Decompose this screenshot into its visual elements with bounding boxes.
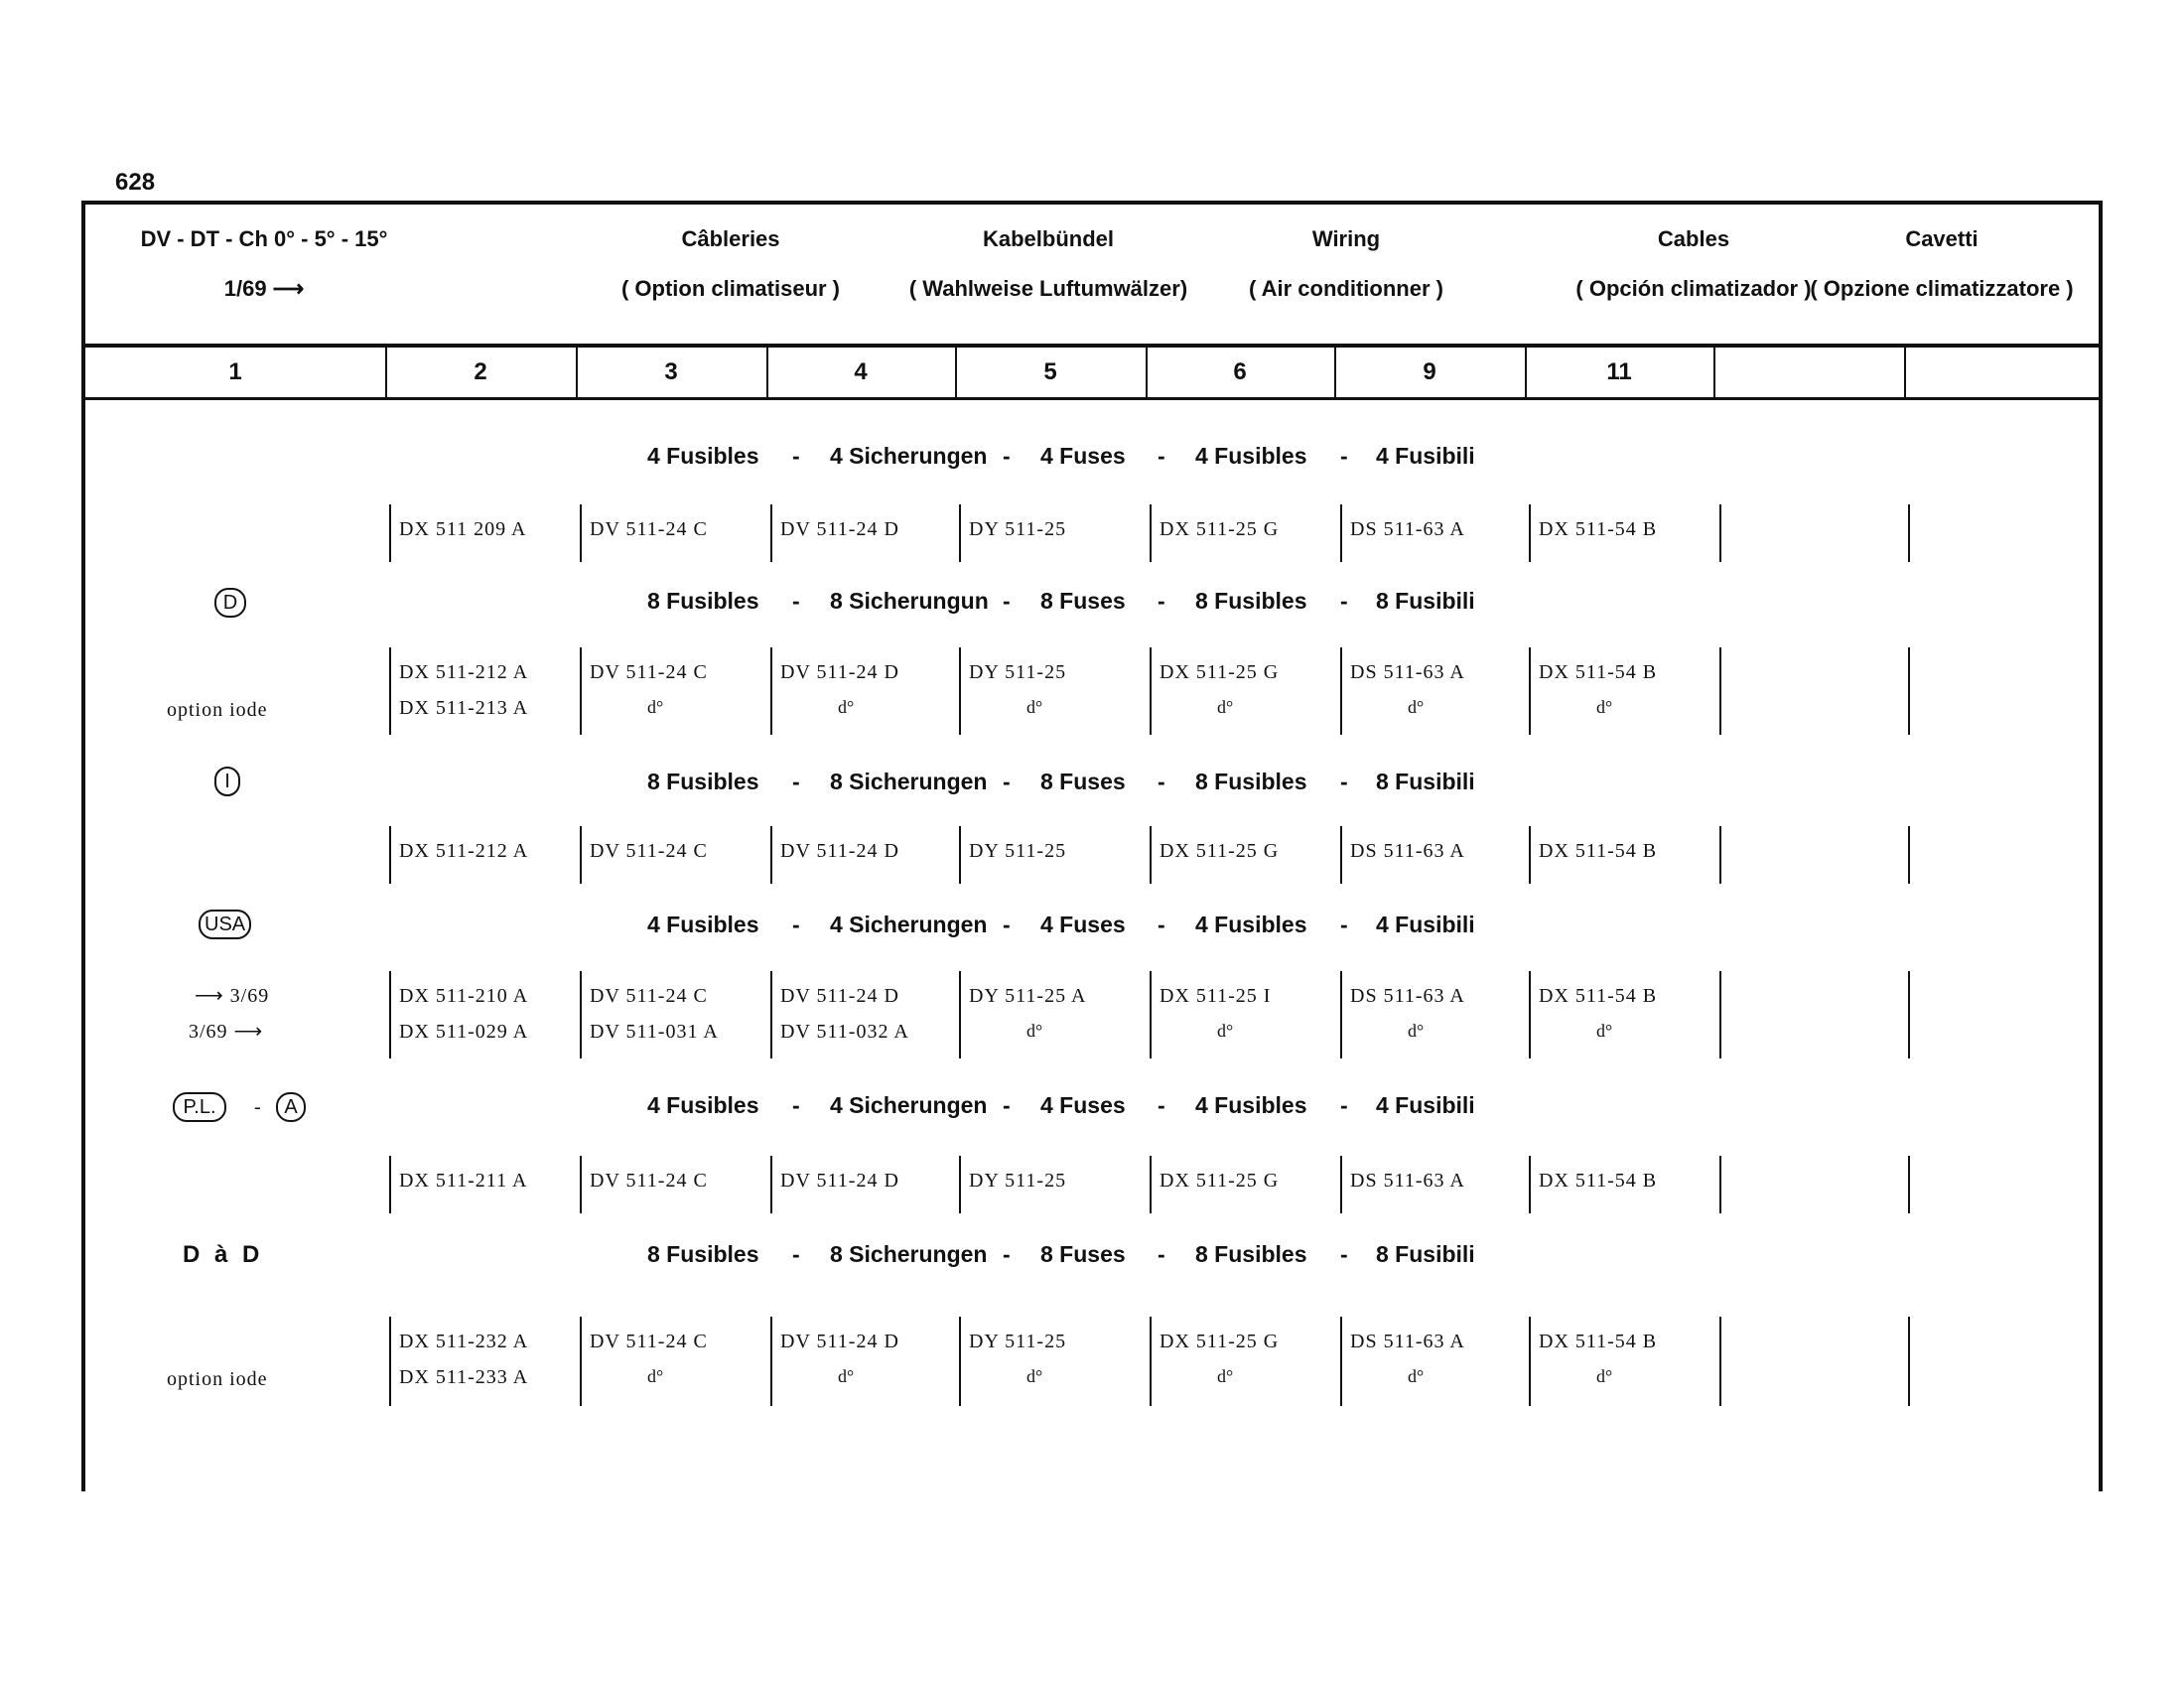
fuse-label: 8 Fuses xyxy=(1040,588,1126,614)
fuse-separator: - xyxy=(1340,912,1348,937)
part-code: DX 511-212 A xyxy=(399,840,529,862)
fuse-separator: - xyxy=(792,769,800,794)
part-code: DY 511-25 xyxy=(969,1331,1067,1352)
ditto-mark: d° xyxy=(1026,697,1043,717)
fuse-separator: - xyxy=(1158,1241,1165,1267)
cell-divider xyxy=(1908,826,1910,884)
header-col-en xyxy=(1167,205,1525,344)
part-code: DX 511-25 G xyxy=(1160,840,1280,862)
cell-divider xyxy=(389,504,391,562)
cell-divider xyxy=(1150,1156,1152,1213)
fuse-label: 8 Sicherungen xyxy=(830,769,988,794)
fuse-label: 4 Fusibili xyxy=(1376,912,1475,937)
part-code: DX 511-210 A xyxy=(399,985,529,1007)
cell-divider xyxy=(959,826,961,884)
part-code: DV 511-24 D xyxy=(780,985,899,1007)
cell-divider xyxy=(1529,504,1531,562)
fuse-label: 4 Fusibles xyxy=(1195,912,1307,937)
fuse-label: 4 Fuses xyxy=(1040,912,1126,937)
model-line1: DV - DT - Ch 0° - 5° - 15° xyxy=(140,226,388,251)
part-code: DV 511-24 C xyxy=(590,840,708,862)
ditto-mark: d° xyxy=(1596,1366,1613,1386)
cell-divider xyxy=(389,971,391,1058)
fuse-separator: - xyxy=(1003,1241,1011,1267)
cell-divider xyxy=(389,1317,391,1406)
fuse-label: 4 Fusibles xyxy=(1195,443,1307,469)
fuse-separator: - xyxy=(1340,443,1348,469)
part-code: DX 511-54 B xyxy=(1539,1331,1658,1352)
part-code: DS 511-63 A xyxy=(1350,518,1465,540)
part-code: DX 511-029 A xyxy=(399,1021,529,1043)
part-code: DV 511-24 C xyxy=(590,661,708,683)
fuse-separator: - xyxy=(1158,443,1165,469)
part-code: DV 511-24 C xyxy=(590,518,708,540)
colnum-3: 3 xyxy=(664,358,678,385)
table-header xyxy=(85,205,2099,348)
divider xyxy=(1713,348,1715,397)
fuse-separator: - xyxy=(1003,443,1011,469)
cell-divider xyxy=(1908,504,1910,562)
part-code: DV 511-24 D xyxy=(780,840,899,862)
fuse-separator: - xyxy=(792,1092,800,1118)
fuse-label: 8 Fusibles xyxy=(1195,588,1307,614)
fuse-separator: - xyxy=(1340,588,1348,614)
ditto-mark: d° xyxy=(1408,1366,1425,1386)
part-code: DV 511-24 D xyxy=(780,518,899,540)
cell-divider xyxy=(1150,1317,1152,1406)
divider xyxy=(1904,348,1906,397)
fuse-label: 4 Fusibili xyxy=(1376,443,1475,469)
ditto-mark: d° xyxy=(1596,1021,1613,1041)
region-symbol: A xyxy=(276,1092,306,1122)
region-symbol: USA xyxy=(199,910,251,939)
cell-divider xyxy=(1908,971,1910,1058)
model-cell xyxy=(115,205,413,344)
cell-divider xyxy=(1150,504,1152,562)
from-date-label: 3/69 ⟶ xyxy=(189,1021,264,1043)
cell-divider xyxy=(580,647,582,735)
cell-divider xyxy=(1529,1156,1531,1213)
part-code: DX 511-25 G xyxy=(1160,1331,1280,1352)
fuse-label: 8 Fusibles xyxy=(1195,769,1307,794)
part-code: DY 511-25 xyxy=(969,840,1067,862)
cell-divider xyxy=(1529,647,1531,735)
colnum-9: 9 xyxy=(1423,358,1436,385)
ditto-mark: d° xyxy=(647,1366,664,1386)
cell-divider xyxy=(959,971,961,1058)
part-code: DX 511-232 A xyxy=(399,1331,529,1352)
ditto-mark: d° xyxy=(838,1366,855,1386)
part-code: DX 511 209 A xyxy=(399,518,527,540)
fuse-label: 8 Fusibles xyxy=(647,769,759,794)
fuse-label: 8 Fuses xyxy=(1040,1241,1126,1267)
header-subtitle-de: ( Wahlweise Luftumwälzer) xyxy=(908,276,1188,301)
part-code: DX 511-25 G xyxy=(1160,1170,1280,1192)
option-iode-label: option iode xyxy=(167,699,268,721)
part-code: DX 511-25 I xyxy=(1160,985,1272,1007)
cell-divider xyxy=(1719,1317,1721,1406)
fuse-separator: - xyxy=(1158,912,1165,937)
part-code: DV 511-24 D xyxy=(780,1170,899,1192)
fuse-label: 4 Fusibles xyxy=(647,912,759,937)
cell-divider xyxy=(1908,1156,1910,1213)
header-subtitle-it: ( Opzione climatizzatore ) xyxy=(1810,276,2074,301)
cell-divider xyxy=(580,826,582,884)
cell-divider xyxy=(1150,647,1152,735)
page-number: 628 xyxy=(115,169,156,196)
part-code: DX 511-54 B xyxy=(1539,1170,1658,1192)
part-code: DS 511-63 A xyxy=(1350,840,1465,862)
cell-divider xyxy=(389,647,391,735)
part-code: DX 511-25 G xyxy=(1160,518,1280,540)
header-title-en: Wiring xyxy=(1311,226,1381,251)
ditto-mark: d° xyxy=(1026,1366,1043,1386)
colnum-6: 6 xyxy=(1233,358,1247,385)
header-title-es: Cables xyxy=(1657,226,1730,251)
cell-divider xyxy=(580,1317,582,1406)
part-code: DS 511-63 A xyxy=(1350,1170,1465,1192)
part-code: DX 511-54 B xyxy=(1539,840,1658,862)
fuse-separator: - xyxy=(792,443,800,469)
cell-divider xyxy=(580,1156,582,1213)
part-code: DX 511-25 G xyxy=(1160,661,1280,683)
fuse-separator: - xyxy=(1003,769,1011,794)
fuse-label: 4 Fusibles xyxy=(647,443,759,469)
ditto-mark: d° xyxy=(1026,1021,1043,1041)
fuse-label: 8 Fusibili xyxy=(1376,588,1475,614)
cell-divider xyxy=(1150,971,1152,1058)
fuse-label: 8 Fusibles xyxy=(647,588,759,614)
region-symbol: D xyxy=(214,588,246,618)
ditto-mark: d° xyxy=(1217,697,1234,717)
cell-divider xyxy=(580,971,582,1058)
region-symbol: P.L. xyxy=(173,1092,226,1122)
header-title-de: Kabelbündel xyxy=(982,226,1114,251)
fuse-label: 8 Fuses xyxy=(1040,769,1126,794)
colnum-2: 2 xyxy=(474,358,487,385)
part-code: DV 511-24 C xyxy=(590,1331,708,1352)
colnum-1: 1 xyxy=(228,358,242,385)
part-code: DX 511-54 B xyxy=(1539,661,1658,683)
header-col-it xyxy=(1783,205,2101,344)
cell-divider xyxy=(1340,971,1342,1058)
part-code: DV 511-032 A xyxy=(780,1021,909,1043)
fuse-separator: - xyxy=(1340,1241,1348,1267)
fuse-label: 8 Fusibili xyxy=(1376,1241,1475,1267)
fuse-separator: - xyxy=(1003,1092,1011,1118)
cell-divider xyxy=(1719,826,1721,884)
ditto-mark: d° xyxy=(1408,697,1425,717)
option-iode-label: option iode xyxy=(167,1368,268,1390)
part-code: DX 511-54 B xyxy=(1539,518,1658,540)
part-code: DX 511-54 B xyxy=(1539,985,1658,1007)
part-code: DS 511-63 A xyxy=(1350,985,1465,1007)
fuse-separator: - xyxy=(1158,769,1165,794)
fuse-label: 4 Fusibili xyxy=(1376,1092,1475,1118)
d-a-d-label: D à D xyxy=(183,1241,264,1268)
cell-divider xyxy=(1908,647,1910,735)
cell-divider xyxy=(959,647,961,735)
cell-divider xyxy=(1719,1156,1721,1213)
region-symbol: I xyxy=(214,767,240,796)
fuse-label: 8 Fusibili xyxy=(1376,769,1475,794)
model-line2: 1/69 ⟶ xyxy=(223,276,305,301)
cell-divider xyxy=(1340,1156,1342,1213)
part-code: DS 511-63 A xyxy=(1350,661,1465,683)
cell-divider xyxy=(770,1317,772,1406)
ditto-mark: d° xyxy=(647,697,664,717)
header-title-fr: Câbleries xyxy=(681,226,780,251)
cell-divider xyxy=(770,826,772,884)
fuse-separator: - xyxy=(792,912,800,937)
cell-divider xyxy=(959,1156,961,1213)
part-code: DX 511-211 A xyxy=(399,1170,528,1192)
cell-divider xyxy=(1340,647,1342,735)
part-code: DY 511-25 xyxy=(969,1170,1067,1192)
cell-divider xyxy=(389,826,391,884)
fuse-label: 4 Fusibles xyxy=(647,1092,759,1118)
part-code: DX 511-213 A xyxy=(399,697,529,719)
colnum-4: 4 xyxy=(854,358,868,385)
ditto-mark: d° xyxy=(1408,1021,1425,1041)
cell-divider xyxy=(1340,826,1342,884)
cell-divider xyxy=(1719,647,1721,735)
part-code: DV 511-24 D xyxy=(780,661,899,683)
fuse-label: 4 Sicherungen xyxy=(830,912,988,937)
cell-divider xyxy=(1150,826,1152,884)
cell-divider xyxy=(1529,971,1531,1058)
part-code: DV 511-24 C xyxy=(590,1170,708,1192)
cell-divider xyxy=(389,1156,391,1213)
cell-divider xyxy=(1529,1317,1531,1406)
fuse-separator: - xyxy=(792,1241,800,1267)
part-code: DY 511-25 A xyxy=(969,985,1087,1007)
cell-divider xyxy=(1529,826,1531,884)
fuse-label: 4 Fuses xyxy=(1040,1092,1126,1118)
fuse-label: 4 Sicherungen xyxy=(830,443,988,469)
part-code: DY 511-25 xyxy=(969,661,1067,683)
cell-divider xyxy=(1719,971,1721,1058)
fuse-separator: - xyxy=(1158,588,1165,614)
fuse-label: 4 Fusibles xyxy=(1195,1092,1307,1118)
fuse-separator: - xyxy=(1003,588,1011,614)
fuse-label: 8 Fusibles xyxy=(647,1241,759,1267)
cell-divider xyxy=(580,504,582,562)
fuse-label: 8 Fusibles xyxy=(1195,1241,1307,1267)
colnum-11: 11 xyxy=(1606,358,1632,385)
header-subtitle-es: ( Opción climatizador ) xyxy=(1575,276,1812,301)
part-code: DV 511-24 D xyxy=(780,1331,899,1352)
part-code: DS 511-63 A xyxy=(1350,1331,1465,1352)
cell-divider xyxy=(770,504,772,562)
ditto-mark: d° xyxy=(1217,1021,1234,1041)
cell-divider xyxy=(770,1156,772,1213)
ditto-mark: d° xyxy=(1217,1366,1234,1386)
fuse-separator: - xyxy=(1003,912,1011,937)
dash-label: - xyxy=(254,1096,262,1118)
parts-table xyxy=(81,201,2103,1491)
part-code: DV 511-031 A xyxy=(590,1021,719,1043)
part-code: DY 511-25 xyxy=(969,518,1067,540)
cell-divider xyxy=(1908,1317,1910,1406)
until-date-label: ⟶ 3/69 xyxy=(195,985,270,1007)
fuse-separator: - xyxy=(1340,769,1348,794)
fuse-separator: - xyxy=(792,588,800,614)
fuse-separator: - xyxy=(1158,1092,1165,1118)
cell-divider xyxy=(770,647,772,735)
fuse-label: 8 Sicherungen xyxy=(830,1241,988,1267)
column-number-row xyxy=(85,348,2099,400)
fuse-separator: - xyxy=(1340,1092,1348,1118)
cell-divider xyxy=(770,971,772,1058)
colnum-5: 5 xyxy=(1043,358,1057,385)
cell-divider xyxy=(1719,504,1721,562)
header-subtitle-fr: ( Option climatiseur ) xyxy=(620,276,841,301)
cell-divider xyxy=(1340,504,1342,562)
ditto-mark: d° xyxy=(1596,697,1613,717)
cell-divider xyxy=(959,1317,961,1406)
part-code: DX 511-233 A xyxy=(399,1366,529,1388)
fuse-label: 4 Fuses xyxy=(1040,443,1126,469)
part-code: DX 511-212 A xyxy=(399,661,529,683)
cell-divider xyxy=(959,504,961,562)
fuse-label: 4 Sicherungen xyxy=(830,1092,988,1118)
part-code: DV 511-24 C xyxy=(590,985,708,1007)
header-subtitle-en: ( Air conditionner ) xyxy=(1249,276,1443,301)
cell-divider xyxy=(1340,1317,1342,1406)
ditto-mark: d° xyxy=(838,697,855,717)
header-title-it: Cavetti xyxy=(1905,226,1979,251)
fuse-label: 8 Sicherungun xyxy=(830,588,989,614)
